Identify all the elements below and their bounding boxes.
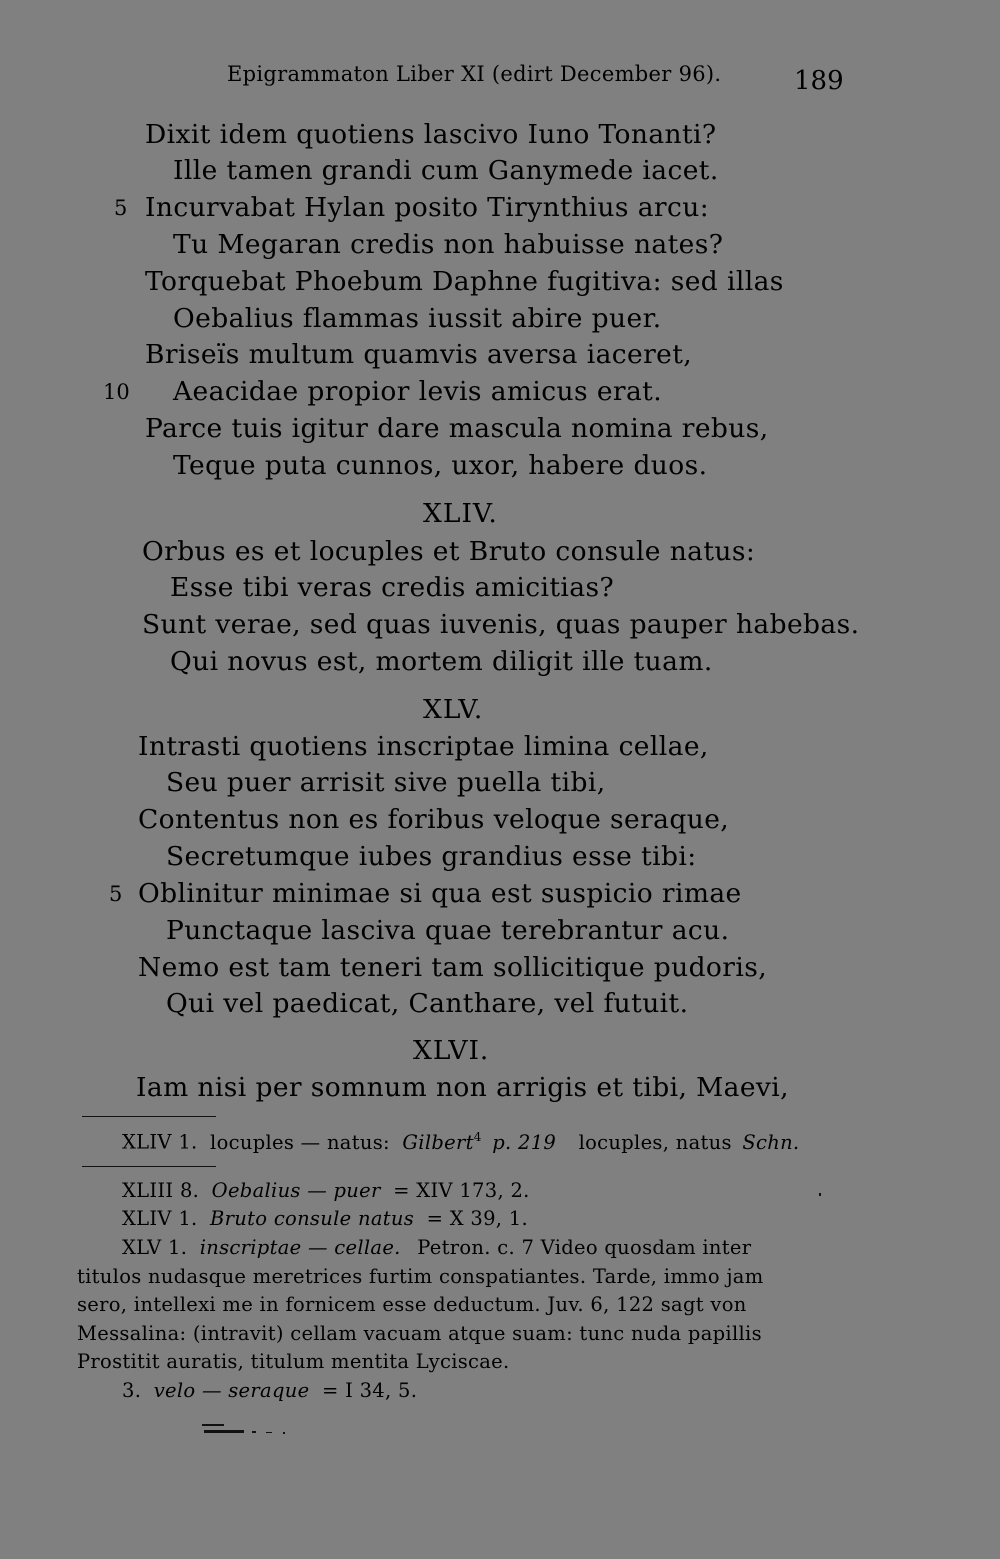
note-lemma: velo — seraque (153, 1379, 310, 1402)
verse-line: Punctaque lasciva quae terebrantur acu. (166, 915, 730, 946)
apparatus-source-page: p. 219 (492, 1130, 557, 1154)
verse-line: Tu Megaran credis non habuisse nates? (173, 229, 724, 260)
verse-line: Oblinitur minimae si qua est suspicio rimae (138, 878, 742, 909)
commentary-note (122, 1381, 417, 1401)
commentary-note (122, 1181, 530, 1201)
apparatus-ref: XLIV 1. (122, 1130, 198, 1154)
verse-line: Parce tuis igitur dare mascula nomina rebus, (145, 413, 769, 444)
verse-line: Teque puta cunnos, uxor, habere duos. (173, 450, 708, 481)
note-lemma: Bruto consule natus (210, 1207, 415, 1230)
verse-line: Qui novus est, mortem diligit ille tuam. (170, 646, 713, 677)
verse-line: Secretumque iubes grandius esse tibi: (166, 841, 697, 872)
apparatus-source-superscript: 4 (473, 1130, 482, 1144)
apparatus-rule (82, 1116, 216, 1117)
poem-heading: XLVI. (413, 1035, 490, 1066)
line-number: 10 (103, 380, 130, 404)
note-ref: 3. (122, 1379, 142, 1402)
verse-line: Seu puer arrisit sive puella tibi, (166, 767, 606, 798)
verse-line: Esse tibi veras credis amicitias? (170, 572, 615, 603)
note-lemma: Oebalius — puer (211, 1179, 381, 1202)
line-number: 5 (109, 882, 123, 906)
apparatus-text: locuples — natus: (210, 1130, 390, 1154)
apparatus-line (122, 1131, 799, 1152)
note-text: = I 34, 5. (321, 1379, 418, 1402)
note-text: = XIV 173, 2. (393, 1179, 530, 1202)
commentary-rule (82, 1166, 216, 1167)
poem-heading: XLIV. (423, 498, 498, 529)
note-text: = X 39, 1. (426, 1207, 529, 1230)
note-ref: XLIII 8. (122, 1179, 200, 1202)
commentary-continuation: Prostitit auratis, titulum mentita Lyciscae. (77, 1350, 510, 1373)
commentary-note (122, 1209, 528, 1229)
verse-line: Incurvabat Hylan posito Tirynthius arcu: (145, 192, 710, 223)
verse-line: Aeacidae propior levis amicus erat. (173, 376, 663, 407)
note-ref: XLV 1. (122, 1236, 188, 1259)
verse-line: Orbus es et locuples et Bruto consule natus: (142, 536, 756, 567)
verse-line: Intrasti quotiens inscriptae limina cellae, (138, 731, 709, 762)
verse-line: Sunt verae, sed quas iuvenis, quas pauper habebas. (142, 609, 860, 640)
page-number: 189 (794, 66, 844, 96)
apparatus-variant: locuples, natus (578, 1130, 732, 1154)
commentary-continuation: titulos nudasque meretrices furtim conspatiantes. Tarde, immo jam (77, 1265, 764, 1288)
verse-line: Qui vel paedicat, Canthare, vel futuit. (166, 988, 689, 1019)
verse-line: Oebalius flammas iussit abire puer. (173, 303, 662, 334)
line-number: 5 (114, 196, 128, 220)
running-header: Epigrammaton Liber XI (edirt December 96). (227, 62, 722, 86)
commentary-continuation: sero, intellexi me in fornicem esse deductum. Juv. 6, 122 sagt von (77, 1293, 747, 1316)
note-text: Petron. c. 7 Video quosdam inter (417, 1236, 752, 1259)
note-lemma: inscriptae — cellae. (199, 1236, 401, 1259)
apparatus-source: Gilbert (402, 1130, 474, 1154)
verse-line: Nemo est tam teneri tam sollicitique pudoris, (138, 952, 768, 983)
commentary-note (122, 1238, 751, 1258)
verse-line: Torquebat Phoebum Daphne fugitiva: sed illas (145, 266, 784, 297)
note-ref: XLIV 1. (122, 1207, 198, 1230)
verse-line: Briseïs multum quamvis aversa iaceret, (145, 339, 693, 370)
commentary-continuation: Messalina: (intravit) cellam vacuam atque suam: tunc nuda papillis (77, 1322, 762, 1345)
poem-heading: XLV. (423, 694, 484, 725)
apparatus-editor: Schn. (742, 1130, 800, 1154)
verse-line: Dixit idem quotiens lascivo Iuno Tonanti? (145, 119, 717, 150)
verse-line: Iam nisi per somnum non arrigis et tibi, Maevi, (136, 1072, 790, 1103)
verse-line: Contentus non es foribus veloque seraque, (138, 804, 730, 835)
verse-line: Ille tamen grandi cum Ganymede iacet. (173, 155, 719, 186)
